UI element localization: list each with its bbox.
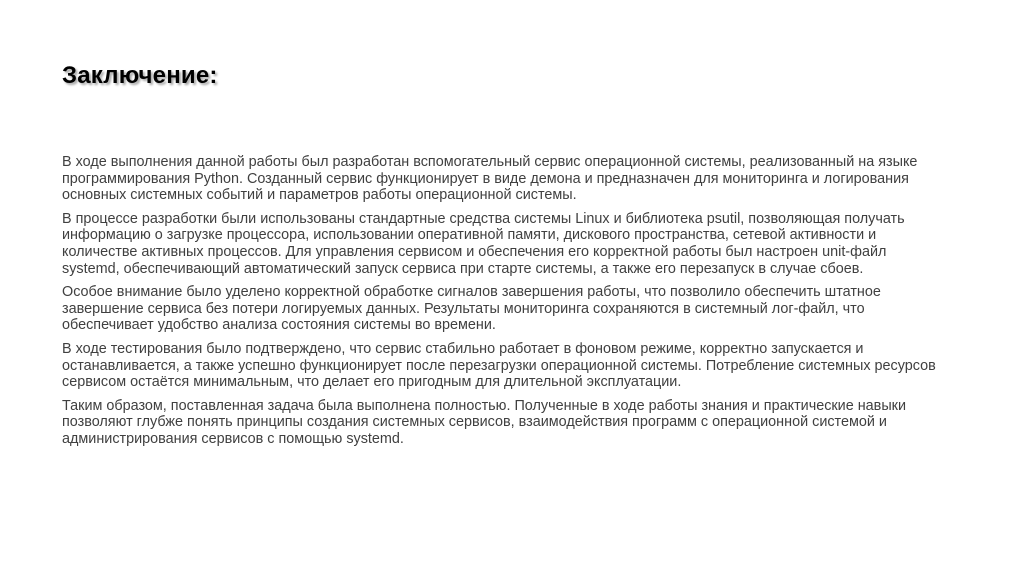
paragraph-5: Таким образом, поставленная задача была выполнена полностью. Полученные в ходе работы знания и практические навыки позволяют глубже понять принципы создания системных сервисов, взаимодействия программ с операционной системой и администрирования сервисов с помощью systemd. <box>62 397 907 447</box>
paragraph-1: В ходе выполнения данной работы был разработан вспомогательный сервис операционной системы, реализованный на языке программирования Python. Созданный сервис функционирует в виде демона и предназначен для мониторинга и логирования основных системных событий и параметров работы операционной системы. <box>62 154 918 204</box>
paragraph-4: В ходе тестирования было подтверждено, что сервис стабильно работает в фоновом режиме, корректно запускается и останавливается, а также успешно функционирует после перезагрузки операционной системы. Потребление системных ресурсов сервисом остаётся минимальным, что делает его пригодным для длительной эксплуатации. <box>62 340 936 391</box>
slide-body <box>62 154 937 455</box>
paragraph-2: В процессе разработки были использованы стандартные средства системы Linux и библиотека psutil, позволяющая получать информацию о загрузке процессора, использовании оперативной памяти, дискового пространства, сетевой активности и количестве активных процессов. Для управления сервисом и обеспечения его корректной работы был настроен unit-файл systemd, обеспечивающий автоматический запуск сервиса при старте системы, а также его перезапуск в случае сбоев. <box>62 210 905 277</box>
slide-title: Заключение: <box>62 62 218 89</box>
paragraph-3: Особое внимание было уделено корректной обработке сигналов завершения работы, что позволило обеспечить штатное завершение сервиса без потери логируемых данных. Результаты мониторинга сохраняются в системный лог-файл, что обеспечивает удобство анализа состояния системы во времени. <box>62 284 881 334</box>
